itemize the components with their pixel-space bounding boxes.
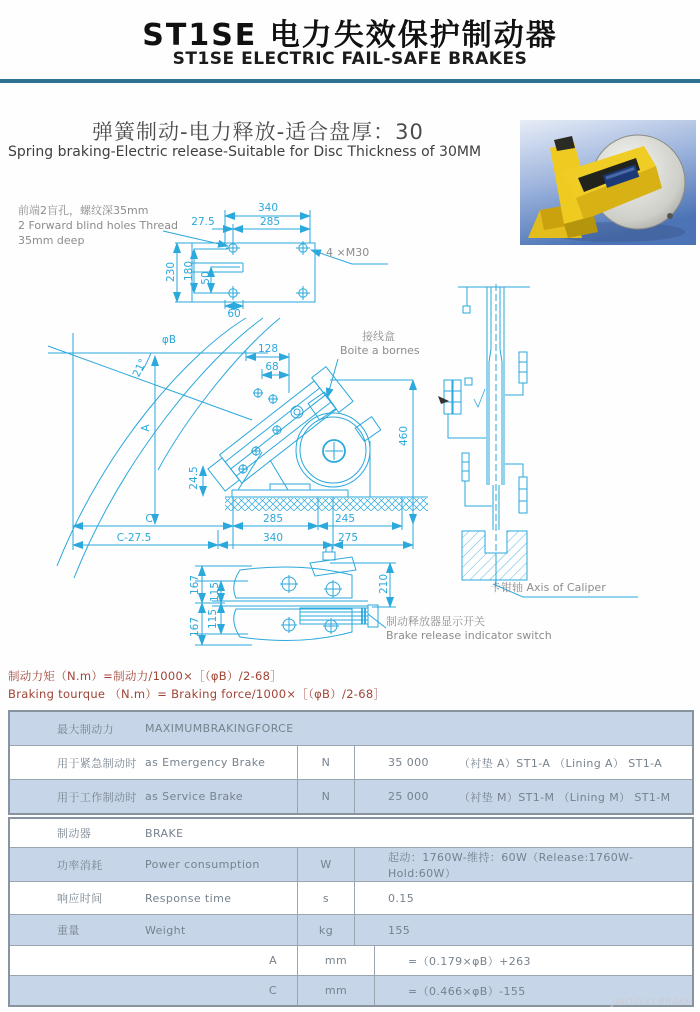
value-cell: 25 000: [388, 790, 429, 803]
table-row: [10, 945, 692, 975]
release-switch-label-zh: 制动释放器显示开关: [386, 615, 485, 628]
row-label-zh: 制动器: [57, 827, 92, 840]
row-label-en: A: [269, 954, 277, 967]
junction-box-label-zh: 接线盒: [362, 330, 395, 343]
row-label-en: as Service Brake: [145, 790, 244, 803]
note-blind-holes-en2: 35mm deep: [18, 234, 85, 247]
dim-115-top: 115: [209, 581, 221, 603]
unit-cell: N: [297, 746, 355, 779]
row-label-zh: 功率消耗: [57, 858, 103, 872]
watermark: JIAOZUO BRAKE: [612, 997, 692, 1008]
table-row-header: [10, 819, 692, 847]
spec-table-brake: [8, 817, 694, 1007]
row-label-zh: 最大制动力: [57, 722, 114, 736]
table-row: [10, 847, 692, 881]
dim-60: 60: [227, 308, 241, 320]
row-label-en: Power consumption: [145, 858, 260, 871]
row-label-zh: 用于工作制动时: [57, 790, 137, 804]
unit-cell: s: [297, 882, 355, 914]
dim-24-5: 24.5: [188, 466, 200, 490]
dim-phi-b: φB: [161, 334, 177, 346]
page-subtitle: ST1SE ELECTRIC FAIL-SAFE BRAKES: [172, 49, 528, 69]
dim-180: 180: [183, 260, 195, 282]
value-cell: 0.15: [388, 891, 415, 905]
table-row: [10, 745, 692, 779]
dim-a: A: [140, 424, 152, 432]
row-label-zh: 响应时间: [57, 892, 103, 905]
product-photo: [520, 120, 696, 245]
dim-50: 50: [200, 271, 212, 285]
dim-210: 210: [378, 573, 390, 595]
bolt-spec-label: 4 ×M30: [326, 246, 370, 259]
dim-115-bottom: 115: [207, 608, 219, 630]
value-cell: =（0.179×φB）+263: [408, 954, 531, 968]
dim-167-top: 167: [189, 574, 201, 596]
dim-128: 128: [257, 343, 279, 355]
row-label-en: Response time: [145, 891, 232, 905]
dim-c: C: [145, 513, 153, 525]
dim-340-top: 340: [257, 202, 279, 214]
page-title: ST1SE 电力失效保护制动器: [142, 18, 558, 53]
table-row-header: [10, 712, 692, 745]
dim-275: 275: [337, 532, 359, 544]
dim-460: 460: [398, 425, 410, 447]
dim-285-bottom: 285: [262, 513, 284, 525]
dim-340-bottom: 340: [262, 532, 284, 544]
dim-245: 245: [334, 513, 356, 525]
value-cell: 起动：1760W-维持：60W（Release:1760W-Hold:60W）: [388, 850, 634, 880]
row-label-en: MAXIMUMBRAKINGFORCE: [145, 722, 294, 735]
note-cell: （衬垫 A）ST1-A （Lining A） ST1-A: [458, 756, 663, 770]
row-label-zh: 重量: [57, 924, 80, 937]
tagline-zh: 弹簧制动-电力释放-适合盘厚：30: [92, 120, 424, 144]
unit-cell: kg: [297, 915, 355, 945]
value-cell: 155: [388, 923, 411, 937]
unit-cell: mm: [297, 946, 375, 975]
dim-230: 230: [165, 261, 177, 283]
dim-167-bottom: 167: [189, 616, 201, 638]
unit-cell: W: [297, 848, 355, 881]
braking-torque-formula-en: Braking tourque （N.m）= Braking force/1000×［（φB）/2-68］: [8, 687, 386, 701]
row-label-zh: 用于紧急制动时: [57, 756, 137, 770]
row-label-en: Weight: [145, 923, 186, 937]
dim-c-27-5: C-27.5: [116, 532, 152, 544]
value-cell: =（0.466×φB）-155: [408, 984, 526, 998]
row-label-en: as Emergency Brake: [145, 756, 266, 769]
table-row: [10, 881, 692, 914]
row-label-en: C: [268, 984, 277, 997]
note-blind-holes-zh: 前端2盲孔，螺纹深35mm: [18, 204, 149, 217]
spec-table-max-force: [8, 710, 694, 815]
note-blind-holes-en1: 2 Forward blind holes Thread: [18, 219, 178, 232]
header-rule: [0, 79, 700, 83]
dim-27-5: 27.5: [191, 216, 215, 228]
caliper-axis-label: 卡钳轴 Axis of Caliper: [490, 581, 606, 594]
unit-cell: N: [297, 780, 355, 813]
unit-cell: mm: [297, 976, 375, 1005]
tagline-en: Spring braking-Electric release-Suitable for Disc Thickness of 30MM: [8, 144, 482, 160]
note-cell: （衬垫 M）ST1-M （Lining M） ST1-M: [458, 790, 671, 804]
dim-angle-21: 21°: [130, 357, 150, 379]
table-row: [10, 975, 692, 1005]
junction-box-label-fr: Boite a bornes: [340, 344, 420, 357]
table-row: [10, 914, 692, 945]
release-switch-label-en: Brake release indicator switch: [386, 629, 552, 642]
dim-68: 68: [265, 361, 279, 373]
dim-285-top: 285: [259, 216, 281, 228]
row-label-en: BRAKE: [145, 826, 184, 840]
table-row: [10, 779, 692, 813]
braking-torque-formula-zh: 制动力矩（N.m）=制动力/1000×［（φB）/2-68］: [8, 669, 283, 683]
value-cell: 35 000: [388, 756, 429, 769]
